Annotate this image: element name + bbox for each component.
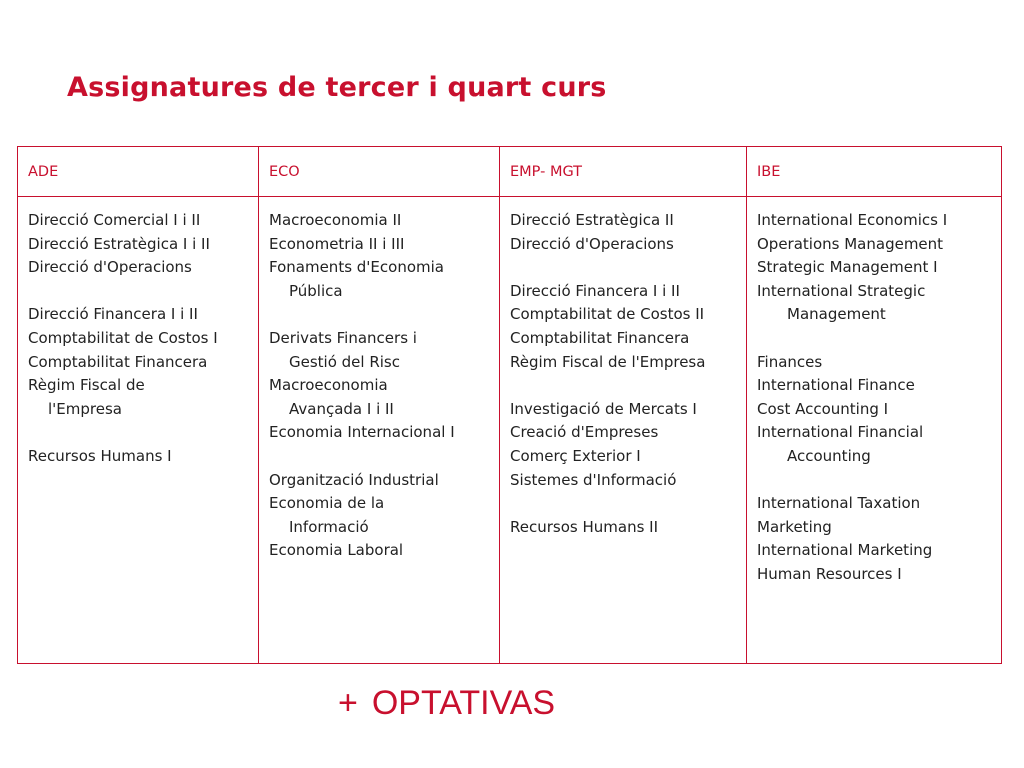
list-spacer	[510, 492, 738, 516]
list-item-continuation: Informació	[289, 517, 369, 536]
list-item-continuation: Accounting	[787, 446, 871, 465]
list-spacer	[28, 280, 250, 304]
list-spacer	[510, 256, 738, 280]
list-item: Comerç Exterior I	[510, 446, 641, 465]
column-header-eco: ECO	[259, 147, 500, 197]
list-item: Marketing	[757, 517, 832, 536]
list-item: Finances	[757, 352, 823, 371]
list-item-continuation: Gestió del Risc	[289, 352, 400, 371]
column-header-ibe: IBE	[747, 147, 1002, 197]
list-item: Direcció Comercial I i II	[28, 211, 201, 229]
courses-table	[17, 146, 1002, 664]
list-item: International Financial	[757, 423, 924, 442]
list-item: Macroeconomia	[269, 376, 388, 395]
list-item: Organització Industrial	[269, 470, 439, 489]
list-item: Strategic Management I	[757, 258, 938, 277]
list-item: Direcció Estratègica I i II	[28, 234, 210, 253]
page-title: Assignatures de tercer i quart curs	[67, 72, 607, 103]
list-item-continuation: Avançada I i II	[289, 399, 394, 418]
list-spacer	[269, 303, 491, 327]
course-list-ibe	[747, 197, 1002, 664]
list-item: International Marketing	[757, 541, 933, 560]
optativas-footer	[338, 684, 555, 723]
list-item: International Finance	[757, 376, 915, 395]
list-item: Comptabilitat de Costos II	[510, 305, 705, 324]
course-list-ade	[18, 197, 259, 664]
course-list-eco	[259, 197, 500, 664]
table-header-row	[18, 147, 1002, 197]
list-spacer	[510, 374, 738, 398]
list-item: Macroeconomia II	[269, 211, 402, 229]
list-item: Sistemes d'Informació	[510, 470, 677, 489]
list-item: Direcció d'Operacions	[510, 234, 674, 253]
list-item: Fonaments d'Economia	[269, 258, 444, 277]
list-item-continuation: Pública	[289, 281, 343, 300]
list-item: Comptabilitat de Costos I	[28, 328, 218, 347]
list-item: Cost Accounting I	[757, 399, 889, 418]
list-item: Operations Management	[757, 234, 944, 253]
list-item: Creació d'Empreses	[510, 423, 659, 442]
list-item-continuation: Management	[787, 305, 886, 324]
list-item: Recursos Humans I	[28, 446, 172, 465]
list-item: Investigació de Mercats I	[510, 399, 697, 418]
list-item: Econometria II i III	[269, 234, 405, 253]
list-spacer	[28, 421, 250, 445]
list-item: Comptabilitat Financera	[510, 328, 690, 347]
list-item-continuation: l'Empresa	[48, 399, 122, 418]
list-item: Direcció d'Operacions	[28, 258, 192, 277]
list-item: International Strategic	[757, 281, 926, 300]
column-header-ade: ADE	[18, 147, 259, 197]
list-spacer	[757, 469, 993, 493]
list-item: Direcció Financera I i II	[28, 305, 198, 324]
list-item: Règim Fiscal de l'Empresa	[510, 352, 706, 371]
list-item: Règim Fiscal de	[28, 376, 145, 395]
list-item: Economia Internacional I	[269, 423, 455, 442]
list-item: Human Resources I	[757, 564, 902, 583]
course-list-emp-mgt	[500, 197, 747, 664]
list-spacer	[757, 327, 993, 351]
list-spacer	[269, 445, 491, 469]
optativas-label: OPTATIVAS	[371, 684, 556, 722]
list-item: Derivats Financers i	[269, 328, 417, 347]
list-item: Recursos Humans II	[510, 517, 659, 536]
list-item: Economia de la	[269, 494, 385, 513]
list-item: Direcció Estratègica II	[510, 211, 674, 229]
column-header-emp-mgt: EMP- MGT	[500, 147, 747, 197]
list-item: Direcció Financera I i II	[510, 281, 680, 300]
plus-sign: +	[338, 684, 358, 722]
list-item: Economia Laboral	[269, 541, 404, 560]
list-item: International Taxation	[757, 494, 921, 513]
list-item: Comptabilitat Financera	[28, 352, 208, 371]
list-item: International Economics I	[757, 211, 948, 229]
table-row	[18, 197, 1002, 664]
